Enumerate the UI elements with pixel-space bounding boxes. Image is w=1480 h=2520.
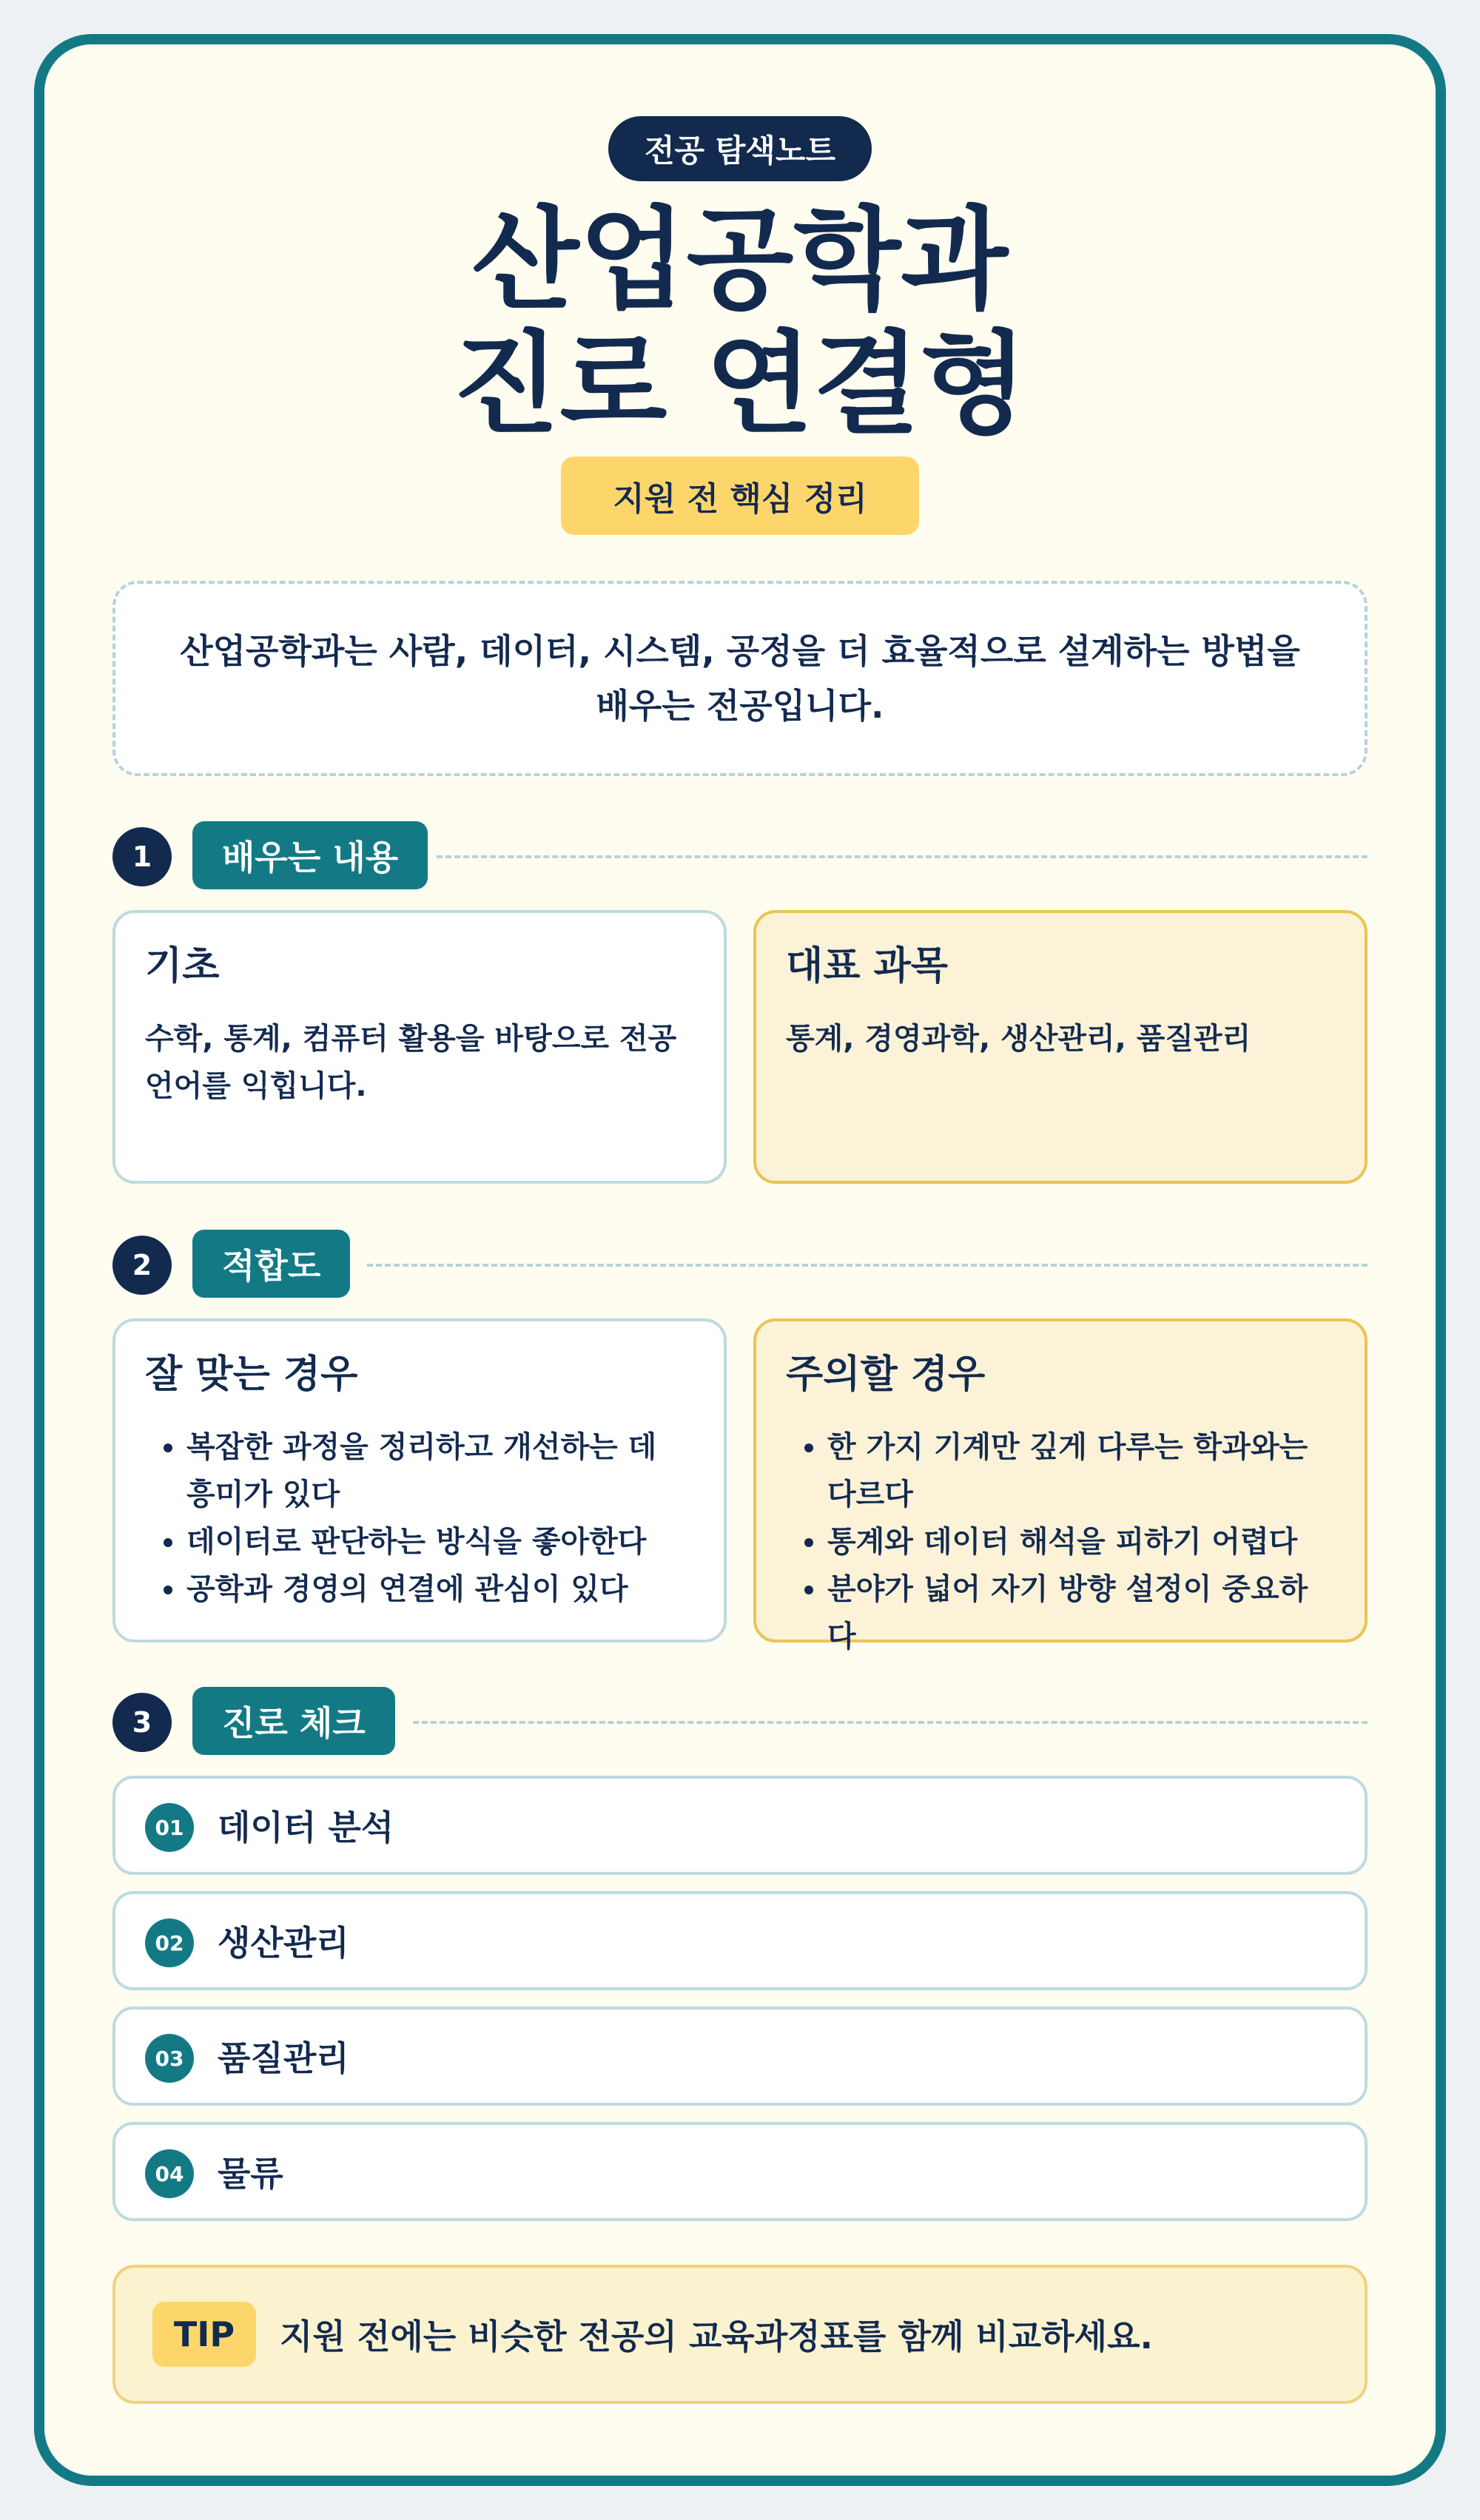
- career-item-number: 01: [145, 1803, 194, 1852]
- good-fit-list: [145, 1424, 694, 1613]
- career-item-number: 04: [145, 2149, 194, 2198]
- intro-box: [112, 581, 1368, 776]
- section-3-divider: [413, 1721, 1368, 1724]
- career-item-label: 물류: [218, 2154, 283, 2194]
- caution-item: • 통계와 데이터 해석을 피하기 어렵다: [827, 1518, 1335, 1566]
- section-1-divider: [437, 855, 1368, 858]
- career-item-label: 생산관리: [218, 1923, 349, 1963]
- good-fit-item: • 공학과 경영의 연결에 관심이 있다: [186, 1566, 694, 1613]
- career-item-number: 03: [145, 2034, 194, 2083]
- caution-item: • 분야가 넓어 자기 방향 설정이 중요하다: [827, 1566, 1335, 1660]
- courses-title: 대표 과목: [786, 944, 949, 988]
- career-item-3: [112, 2007, 1368, 2106]
- section-2-number: 2: [112, 1236, 172, 1295]
- section-2-label: 적합도: [192, 1230, 350, 1298]
- caution-item: • 한 가지 기계만 깊게 다루는 학과와는 다르다: [827, 1424, 1335, 1518]
- courses-card: [753, 910, 1368, 1184]
- career-item-2: [112, 1891, 1368, 1990]
- good-fit-item: • 데이터로 판단하는 방식을 좋아한다: [186, 1518, 694, 1566]
- basics-title: 기초: [145, 944, 220, 988]
- page-title: [148, 198, 1332, 447]
- caution-title: 주의할 경우: [786, 1352, 986, 1397]
- subtitle-badge: 지원 전 핵심 정리: [561, 457, 919, 535]
- caution-list: [786, 1424, 1335, 1660]
- section-2-divider: [367, 1264, 1368, 1267]
- career-item-4: [112, 2122, 1368, 2221]
- career-item-1: [112, 1776, 1368, 1875]
- courses-text: 통계, 경영과학, 생산관리, 품질관리: [786, 1022, 1251, 1056]
- section-3-number: 3: [112, 1693, 172, 1752]
- good-fit-card: [112, 1318, 727, 1643]
- career-item-number: 02: [145, 1918, 194, 1967]
- tip-text: 지원 전에는 비슷한 전공의 교육과정표를 함께 비교하세요.: [280, 2317, 1154, 2356]
- section-3-header: [112, 1687, 1368, 1755]
- tip-badge: TIP: [152, 2302, 256, 2367]
- section-1-header: [112, 821, 1368, 889]
- section-3-label: 진로 체크: [192, 1687, 395, 1755]
- tip-box: [112, 2265, 1368, 2404]
- good-fit-title: 잘 맞는 경우: [145, 1352, 358, 1397]
- career-item-label: 데이터 분석: [218, 1808, 394, 1847]
- good-fit-item: • 복잡한 과정을 정리하고 개선하는 데 흥미가 있다: [186, 1424, 694, 1518]
- career-item-label: 품질관리: [218, 2038, 349, 2078]
- basics-text: 수학, 통계, 컴퓨터 활용을 바탕으로 전공 언어를 익힙니다.: [145, 1022, 677, 1103]
- section-2-header: [112, 1230, 1368, 1298]
- section-1-number: 1: [112, 827, 172, 886]
- intro-text: 산업공학과는 사람, 데이터, 시스템, 공정을 더 효율적으로 설계하는 방법을 배우는 전공입니다.: [180, 631, 1300, 726]
- caution-card: [753, 1318, 1368, 1654]
- section-1-label: 배우는 내용: [192, 821, 428, 889]
- basics-card: [112, 910, 727, 1184]
- title-line-1: 산업공학과: [471, 196, 1009, 325]
- category-tag: 전공 탐색노트: [608, 116, 872, 181]
- title-line-2: 진로 연결형: [452, 320, 1028, 449]
